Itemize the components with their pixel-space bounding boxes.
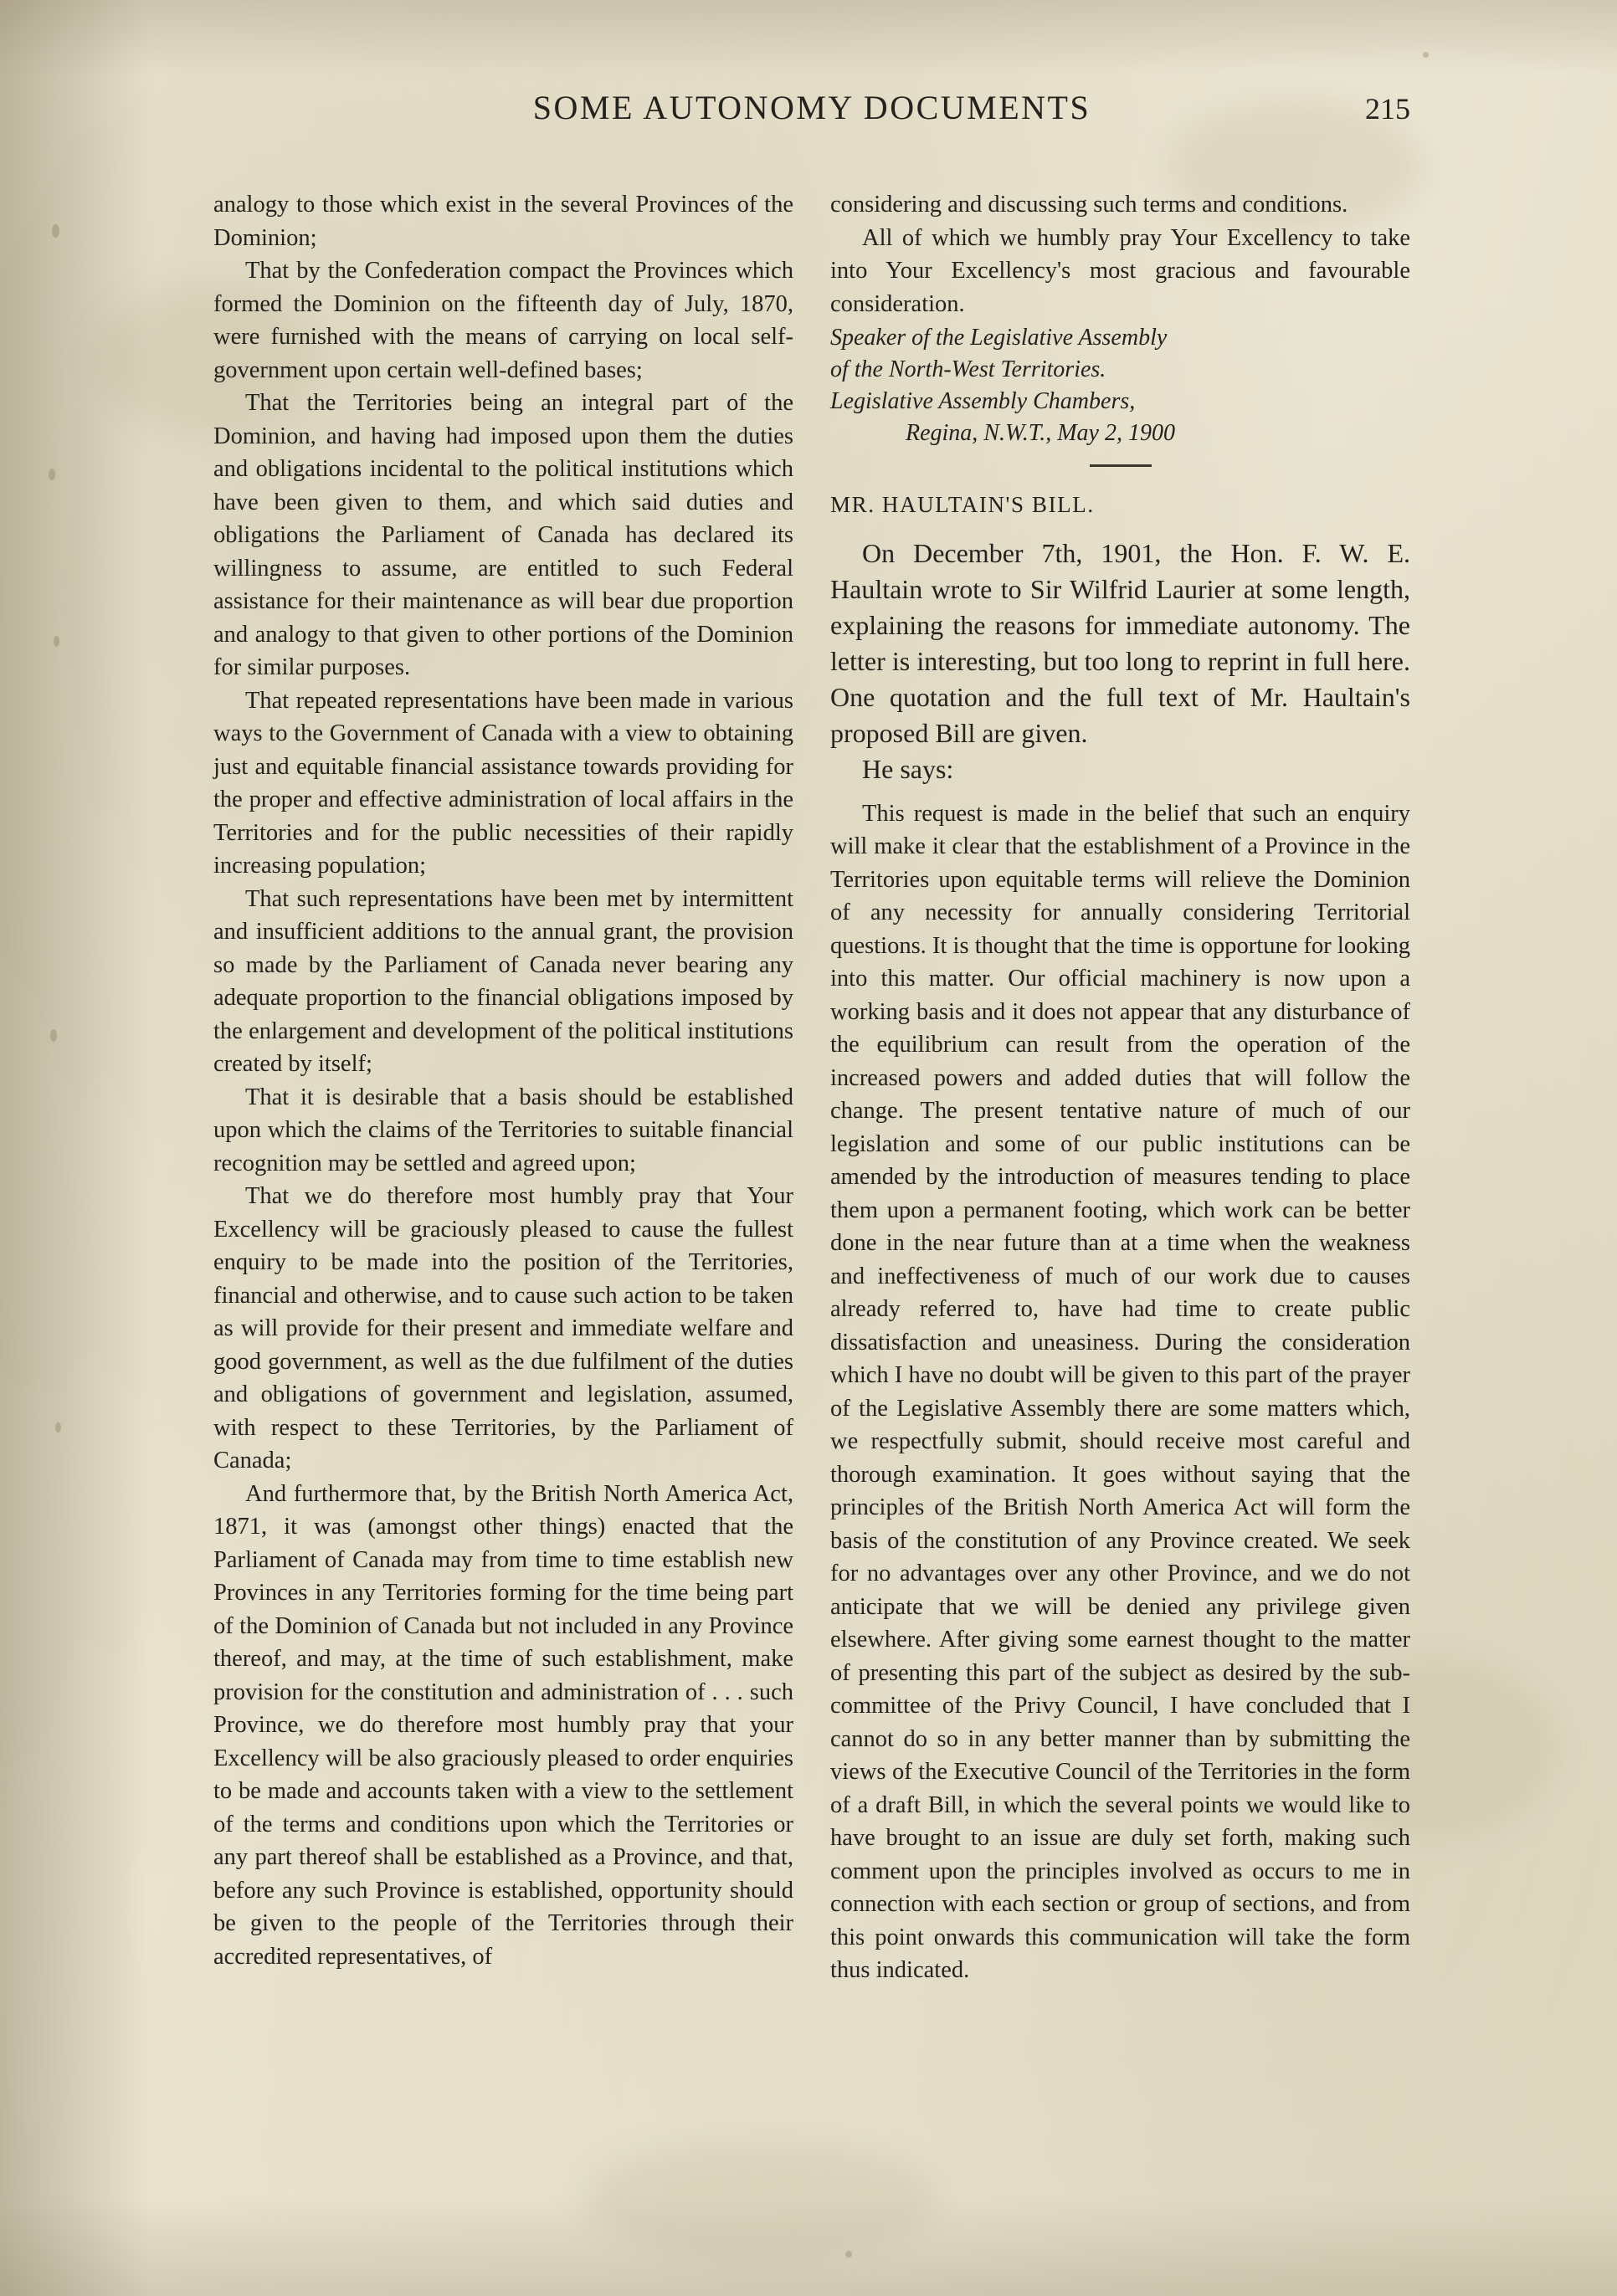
paragraph: That such representations have been met by intermittent and insufficient additions to the annual grant, the provision so made by the Parliament of Canada never bearing any adequate proportion to the financial obligations imposed by the enlargement and development of the political institutions created by itself; xyxy=(213,885,793,1077)
paragraph: That it is desirable that a basis should be established upon which the claims of the Territories to suitable financial recognition may be settled and agreed upon; xyxy=(213,1084,793,1176)
page-title: SOME AUTONOMY DOCUMENTS xyxy=(532,89,1091,126)
page-edge-shading xyxy=(0,0,151,2296)
page-content xyxy=(213,88,1410,1987)
place-date-line: Regina, N.W.T., May 2, 1900 xyxy=(906,420,1175,446)
right-column xyxy=(830,188,1410,1987)
paper-fleck xyxy=(49,469,55,480)
quotation-paragraph: This request is made in the belief that such an enquiry will make it clear that the establishment of a Province in the Territories upon equitable terms will relieve the Dominion of any necessity for annually considering Territorial questions. It is thought that the time is opportune for looking into this matter. Our official machinery is now upon a working basis and it does not appear that any disturbance of the equilibrium can result from the operation of the increased powers and added duties that will follow the change. The present tentative nature of much of our legislation and some of our public institutions can be amended by the introduction of measures tending to place them upon a permanent footing, which work can be better done in the near future than at a time when the weakness and ineffectiveness of much of our work due to causes already referred to, have had time to create public dissatisfaction and uneasiness. During the consideration which I have no doubt will be given to this part of the prayer of the Legislative Assembly there are some matters which, we respectfully submit, should receive most careful and thorough examination. It goes without saying that the principles of the British North America Act will form the basis of the constitution of any Province created. We seek for no advantages over any other Province, and we do not anticipate that we will be denied any privilege given elsewhere. After giving some earnest thought to the matter of presenting this part of the subject as desired by the sub-committee of the Privy Council, I have concluded that I cannot do so in any better manner than by submitting the views of the Executive Council of the Territories in the form of a draft Bill, in which the several points we would like to have brought to an issue are duly set forth, making such comment upon the principles involved as occurs to me in connection with each section or group of sections, and from this point onwards this communication will take the form thus indicated. xyxy=(830,800,1410,1983)
paragraph: That the Territories being an integral part of the Dominion, and having had imposed upon them the duties and obligations incidental to the political institutions which have been given to them, and which said duties and obligations the Parliament of Canada has declared its willingness to assume, are entitled to such Federal assistance for their maintenance as will bear due proportion and analogy to that given to other portions of the Dominion for similar purposes. xyxy=(213,390,793,680)
left-column xyxy=(213,188,793,1987)
paper-fleck xyxy=(54,636,59,647)
paragraph: That we do therefore most humbly pray that Your Excellency will be graciously pleased to cause the fullest enquiry to be made into the position of the Territories, financial and otherwise, and to cause such action to be taken as will provide for their present and immediate welfare and good government, as well as the due fulfilment of the duties and obligations of government and legislation, assumed, with respect to these Territories, by the Parliament of Canada; xyxy=(213,1183,793,1473)
paper-blotch xyxy=(586,2142,937,2259)
page-number: 215 xyxy=(1365,92,1410,126)
paragraph: analogy to those which exist in the several Provinces of the Dominion; xyxy=(213,192,793,251)
paper-fleck xyxy=(52,224,59,238)
place-line: Legislative Assembly Chambers, xyxy=(830,388,1136,414)
paragraph: All of which we humbly pray Your Excellency to take into Your Excellency's most gracious and favourable consideration. xyxy=(830,224,1410,317)
paper-fleck xyxy=(845,2251,852,2258)
signature-line: of the North-West Territories. xyxy=(830,356,1106,382)
paper-fleck xyxy=(50,1029,57,1042)
paper-fleck xyxy=(1423,52,1429,58)
running-head xyxy=(213,88,1410,148)
page-edge-shading-bottom xyxy=(0,2196,1617,2296)
page-edge-shading-top xyxy=(0,0,1617,75)
two-column-body xyxy=(213,188,1410,1987)
paragraph: That by the Confederation compact the Provinces which formed the Dominion on the fifteenth day of July, 1870, were furnished with the means of carrying on local self-government upon certain well-defined bases; xyxy=(213,258,793,383)
paper-fleck xyxy=(55,1422,61,1432)
paragraph: On December 7th, 1901, the Hon. F. W. E. Haultain wrote to Sir Wilfrid Laurier at some length, explaining the reasons for immediate autonomy. The letter is interesting, but too long to reprint in full here. One quotation and the full text of Mr. Haultain's proposed Bill are given. xyxy=(830,537,1410,748)
section-subheading: MR. HAULTAIN'S BILL. xyxy=(830,492,1095,517)
paragraph: considering and discussing such terms and conditions. xyxy=(830,192,1348,218)
paragraph: And furthermore that, by the British North America Act, 1871, it was (amongst other things) enacted that the Parliament of Canada may from time to time establish new Provinces in any Territories forming for the time being part of the Dominion of Canada but not included in any Province thereof, and may, at the time of such establishment, make provision for the constitution and administration of . . . such Province, we do therefore most humbly pray that your Excellency will be also graciously pleased to order enquiries to be made and accounts taken with a view to the settlement of the terms and conditions upon which the Territories or any part thereof shall be established as a Province, and that, before any such Province is established, opportunity should be given to the people of the Territories through their accredited representatives, of xyxy=(213,1480,793,1970)
paragraph: He says: xyxy=(862,753,954,784)
section-divider xyxy=(1090,464,1152,467)
paragraph: That repeated representations have been made in various ways to the Government of Canada with a view to obtaining just and equitable financial assistance towards providing for the proper and effective administration of local affairs in the Territories and for the public necessities of their rapidly increasing population; xyxy=(213,687,793,879)
signature-line: Speaker of the Legislative Assembly xyxy=(830,325,1168,351)
